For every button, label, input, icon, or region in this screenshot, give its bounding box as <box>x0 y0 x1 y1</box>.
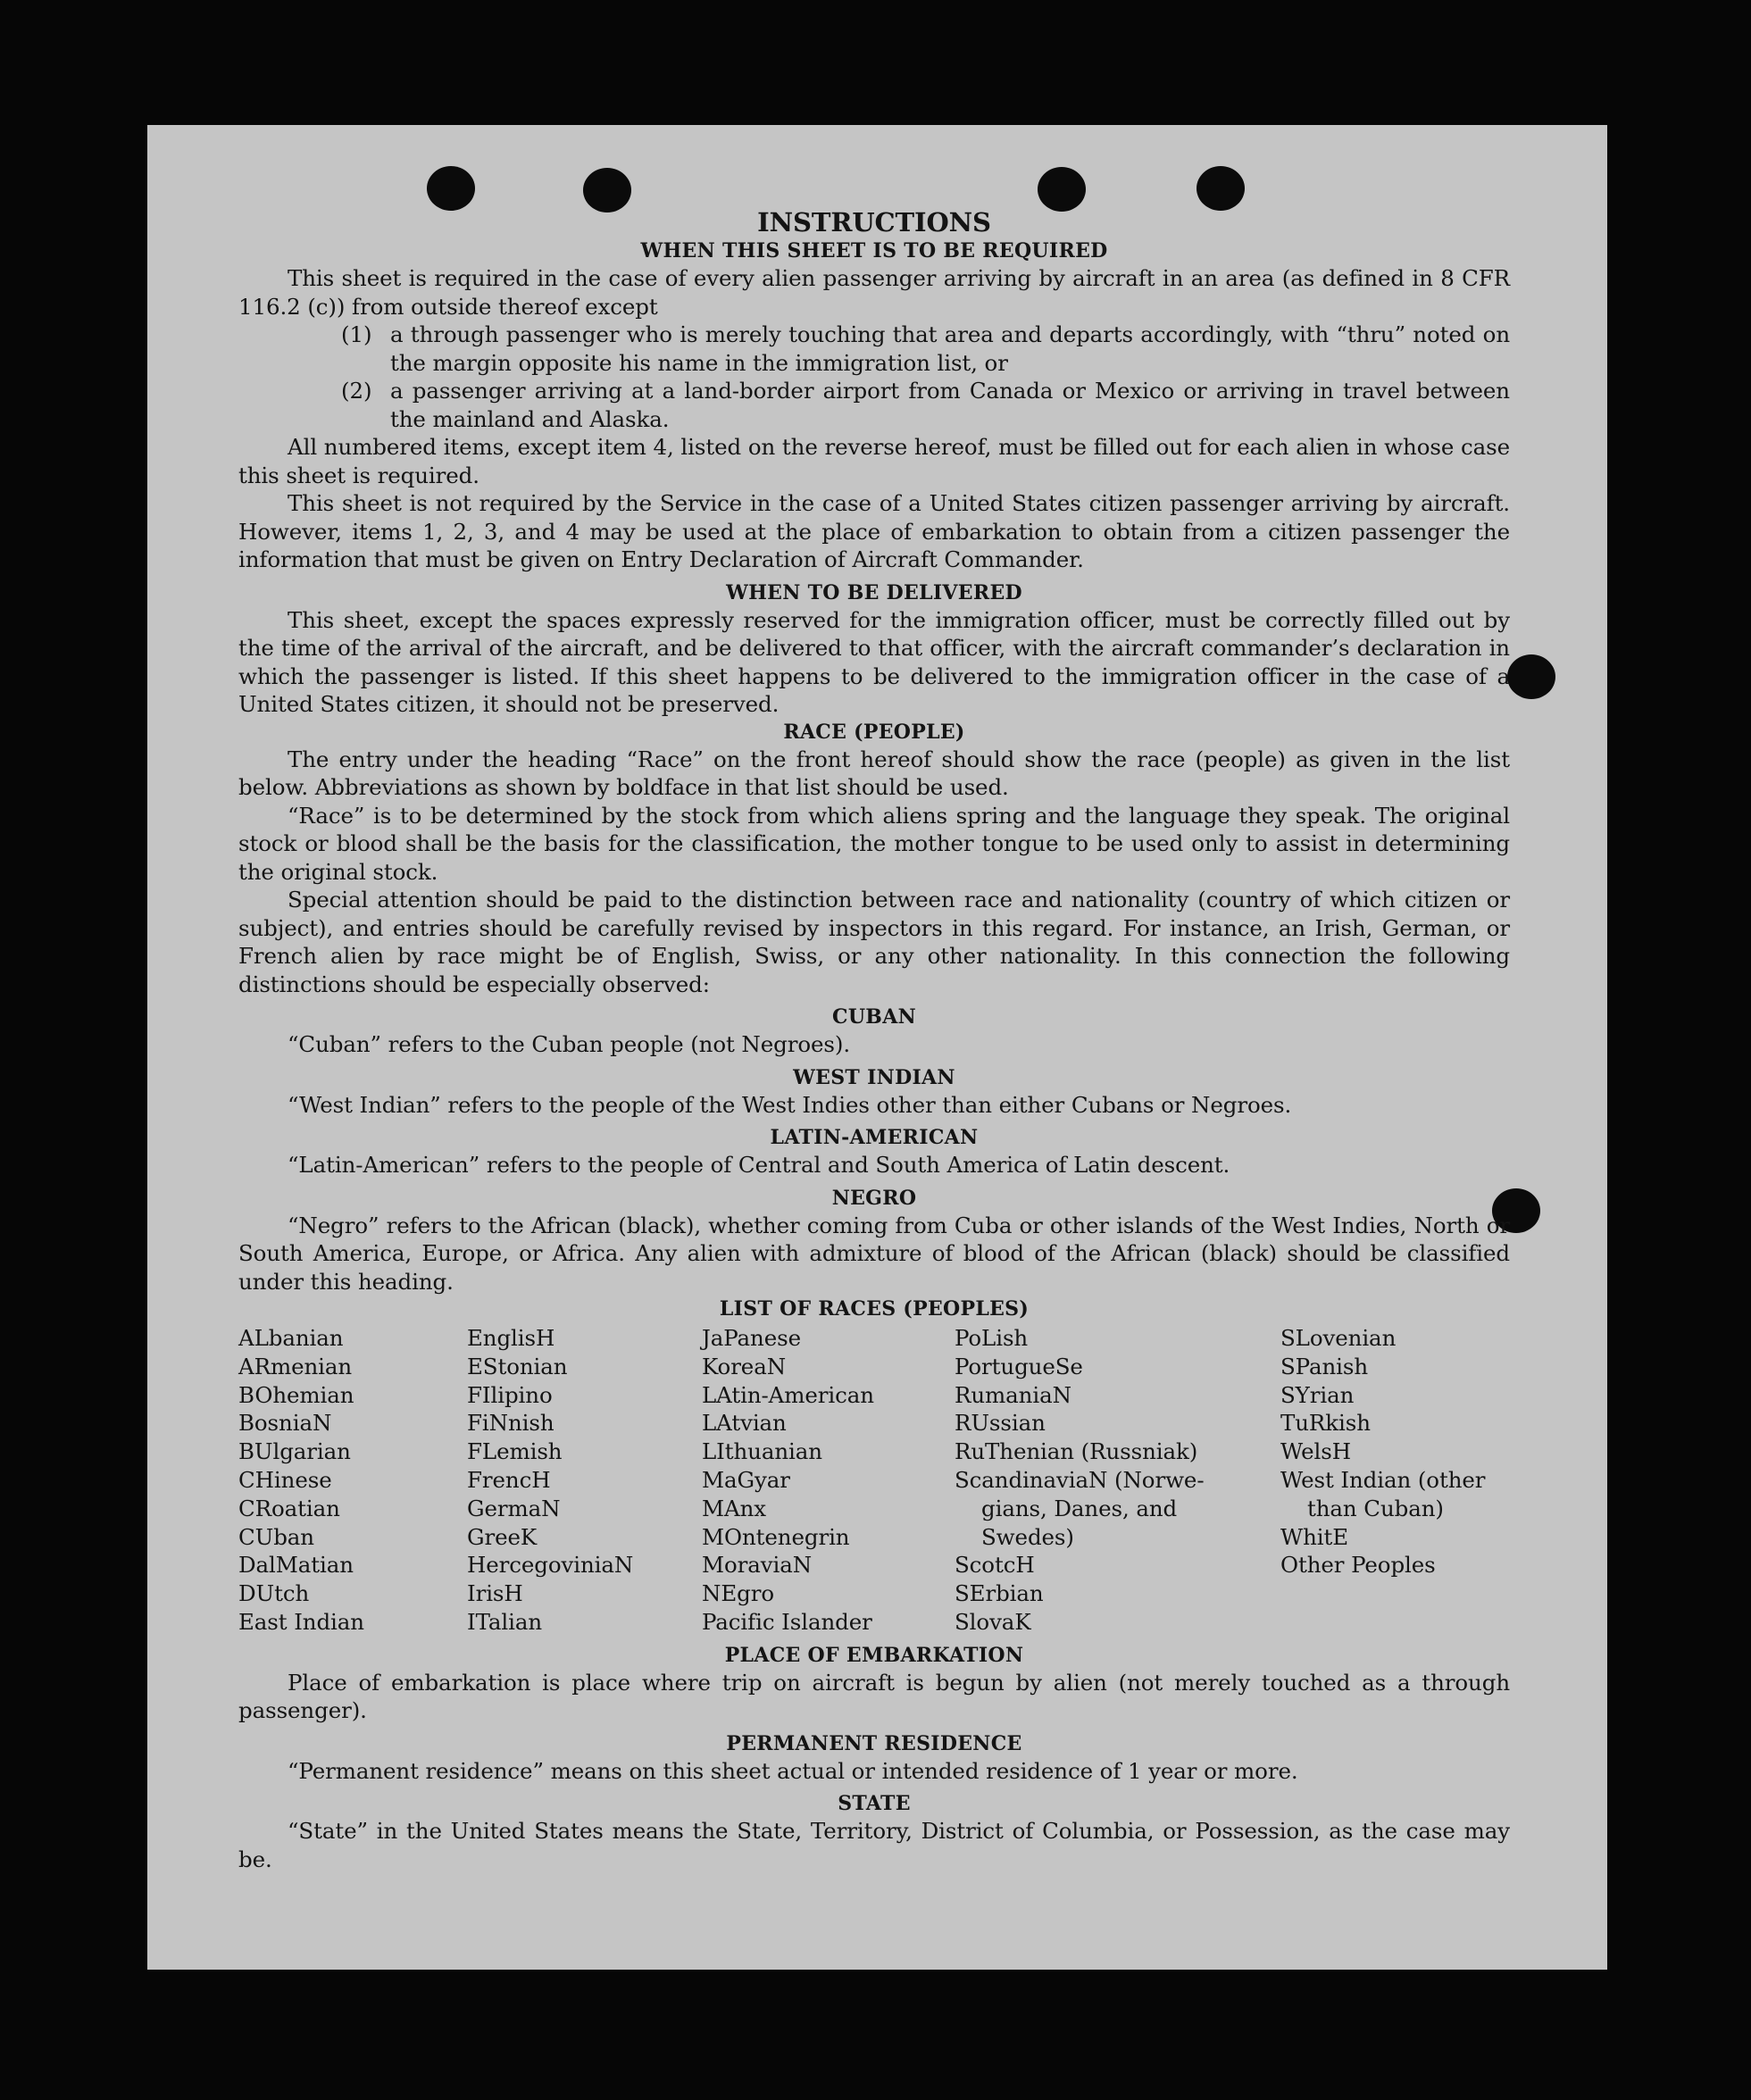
race-entry: DalMatian <box>238 1552 354 1579</box>
item-text: a through passenger who is merely touching that area and departs accordingly, with “thru” noted on the margin opposite his name in the immigration list, or <box>390 321 1510 376</box>
section-heading-race-list: LIST OF RACES (PEOPLES) <box>719 1297 1030 1321</box>
race-entry: MAnx <box>702 1495 766 1521</box>
race-entry: ScandinaviaN (Norwe- <box>955 1466 1205 1493</box>
race-column-5 <box>1280 1324 1510 1637</box>
punch-hole <box>583 168 631 212</box>
race-entry: MOntenegrin <box>702 1523 850 1550</box>
race-entry: FLemish <box>467 1438 563 1465</box>
race-entry: EnglisH <box>467 1325 555 1351</box>
race-entry: East Indian <box>238 1608 364 1635</box>
race-entry-continued: gians, Danes, and <box>981 1495 1178 1521</box>
exception-item-2 <box>341 377 1510 433</box>
race-entry: TuRkish <box>1280 1410 1371 1437</box>
race-entry: Other Peoples <box>1280 1552 1436 1579</box>
race-entry: FrencH <box>467 1466 551 1493</box>
race-entry: RumaniaN <box>955 1381 1071 1408</box>
race-entry: SErbian <box>955 1580 1044 1607</box>
race-entry: West Indian (other <box>1280 1466 1486 1493</box>
state-paragraph: “State” in the United States means the State, Territory, District of Columbia, or Possession, as the case may be. <box>238 1818 1510 1872</box>
race-column-2 <box>467 1324 702 1637</box>
race-column-1 <box>238 1324 467 1637</box>
race-entry: MaGyar <box>702 1466 790 1493</box>
race-entry: GermaN <box>467 1495 561 1521</box>
west-indian-paragraph: “West Indian” refers to the people of the West Indies other than either Cubans or Negroes. <box>288 1091 1292 1118</box>
race-entry: FiNnish <box>467 1410 554 1437</box>
race-paragraph-3: Special attention should be paid to the distinction between race and nationality (country of which citizen or subject), and entries should be carefully revised by inspectors in this regard. For instance, an Irish, German, or French alien by race might be of English, Swiss, or any other nationality. In this connection the following distinctions should be especially observed: <box>238 887 1510 997</box>
race-entry: HercegoviniaN <box>467 1552 634 1579</box>
section-heading-state: STATE <box>838 1792 911 1816</box>
race-entry: DUtch <box>238 1580 310 1607</box>
race-entry: NEgro <box>702 1580 774 1607</box>
punch-hole <box>1038 167 1086 212</box>
race-entry: BosniaN <box>238 1410 332 1437</box>
race-entry: CHinese <box>238 1466 332 1493</box>
race-entry: WhitE <box>1280 1523 1349 1550</box>
race-entry: ARmenian <box>238 1353 353 1379</box>
section-heading-required: WHEN THIS SHEET IS TO BE REQUIRED <box>640 239 1108 262</box>
race-entry-continued: than Cuban) <box>1307 1495 1444 1521</box>
item-number: (2) <box>341 378 372 404</box>
race-entry: FIlipino <box>467 1381 553 1408</box>
race-entry: Pacific Islander <box>702 1608 872 1635</box>
race-entry: CRoatian <box>238 1495 340 1521</box>
race-entry: PortugueSe <box>955 1353 1083 1379</box>
delivered-paragraph: This sheet, except the spaces expressly reserved for the immigration officer, must be correctly filled out by the time of the arrival of the aircraft, and be delivered to that officer, with the aircraft commander’s declaration in which the passenger is listed. If this sheet happens to be delivered to the immigration officer in the case of a United States citizen, it should not be preserved. <box>238 606 1510 717</box>
required-intro: This sheet is required in the case of every alien passenger arriving by aircraft in an area (as defined in 8 CFR 116.2 (c)) from outside thereof except <box>238 265 1510 320</box>
race-entry: IrisH <box>467 1580 523 1607</box>
race-entry: SLovenian <box>1280 1325 1397 1351</box>
item-number: (1) <box>341 321 372 347</box>
race-entry: ALbanian <box>238 1325 344 1351</box>
punch-hole <box>427 166 475 211</box>
section-heading-negro: NEGRO <box>831 1186 917 1210</box>
document-page <box>147 125 1607 1970</box>
latin-american-paragraph: “Latin-American” refers to the people of Central and South America of Latin descent. <box>288 1152 1230 1178</box>
negro-paragraph: “Negro” refers to the African (black), whether coming from Cuba or other islands of the West Indies, North or South America, Europe, or Africa. Any alien with admixture of blood of the African (black) should be classified under this heading. <box>238 1212 1510 1295</box>
race-entry: BUlgarian <box>238 1438 351 1465</box>
race-entry: RuThenian (Russniak) <box>955 1438 1198 1465</box>
race-entry: JaPanese <box>702 1325 801 1351</box>
race-entry: SlovaK <box>955 1608 1031 1635</box>
race-entry: ScotcH <box>955 1552 1035 1579</box>
exception-item-1 <box>341 321 1510 377</box>
section-heading-cuban: CUBAN <box>832 1005 916 1029</box>
race-column-3 <box>702 1324 955 1637</box>
race-entry: ITalian <box>467 1608 543 1635</box>
embarkation-paragraph: Place of embarkation is place where trip on aircraft is begun by alien (not merely touched as a through passenger). <box>238 1669 1510 1724</box>
race-entry: GreeK <box>467 1523 538 1550</box>
race-entry: LIthuanian <box>702 1438 822 1465</box>
race-entry: WelsH <box>1280 1438 1351 1465</box>
race-entry: PoLish <box>955 1325 1029 1351</box>
race-entry: KoreaN <box>702 1353 787 1379</box>
punch-hole <box>1197 166 1245 211</box>
race-entry: BOhemian <box>238 1381 354 1408</box>
section-heading-west-indian: WEST INDIAN <box>793 1065 955 1089</box>
citizen-paragraph: This sheet is not required by the Service in the case of a United States citizen passenger arriving by aircraft. However, items 1, 2, 3, and 4 may be used at the place of embarkation to obtain from a citizen passenger the information that must be given on Entry Declaration of Aircraft Commander. <box>238 490 1510 572</box>
section-heading-latin-american: LATIN-AMERICAN <box>770 1126 979 1149</box>
race-entry: EStonian <box>467 1353 568 1379</box>
section-heading-embarkation: PLACE OF EMBARKATION <box>724 1643 1024 1667</box>
section-heading-residence: PERMANENT RESIDENCE <box>726 1731 1022 1755</box>
race-entry: SYrian <box>1280 1381 1355 1408</box>
race-entry: SPanish <box>1280 1353 1369 1379</box>
residence-paragraph: “Permanent residence” means on this sheet actual or intended residence of 1 year or more. <box>288 1757 1298 1784</box>
page-title: INSTRUCTIONS <box>757 207 991 238</box>
race-entry-continued: Swedes) <box>981 1523 1074 1550</box>
race-paragraph-1: The entry under the heading “Race” on the front hereof should show the race (people) as given in the list below. Abbreviations as shown by boldface in that list should be used. <box>238 746 1510 800</box>
race-entry: MoraviaN <box>702 1552 813 1579</box>
race-entry: LAtvian <box>702 1410 787 1437</box>
section-heading-delivered: WHEN TO BE DELIVERED <box>726 580 1022 604</box>
item-text: a passenger arriving at a land-border airport from Canada or Mexico or arriving in travel between the mainland and Alaska. <box>390 378 1510 432</box>
instructions-body <box>238 207 1510 1873</box>
race-entry: LAtin-American <box>702 1381 874 1408</box>
race-paragraph-2: “Race” is to be determined by the stock from which aliens spring and the language they speak. The original stock or blood shall be the basis for the classification, the mother tongue to be used only to assist in determining the original stock. <box>238 802 1510 885</box>
race-entry: RUssian <box>955 1410 1046 1437</box>
numbered-items-paragraph: All numbered items, except item 4, listed on the reverse hereof, must be filled out for each alien in whose case this sheet is required. <box>238 434 1510 488</box>
race-column-4 <box>955 1324 1280 1637</box>
cuban-paragraph: “Cuban” refers to the Cuban people (not Negroes). <box>288 1031 851 1057</box>
section-heading-race: RACE (PEOPLE) <box>783 720 965 744</box>
race-entry: CUban <box>238 1523 314 1550</box>
punch-hole <box>1507 654 1555 699</box>
race-list <box>238 1324 1510 1637</box>
